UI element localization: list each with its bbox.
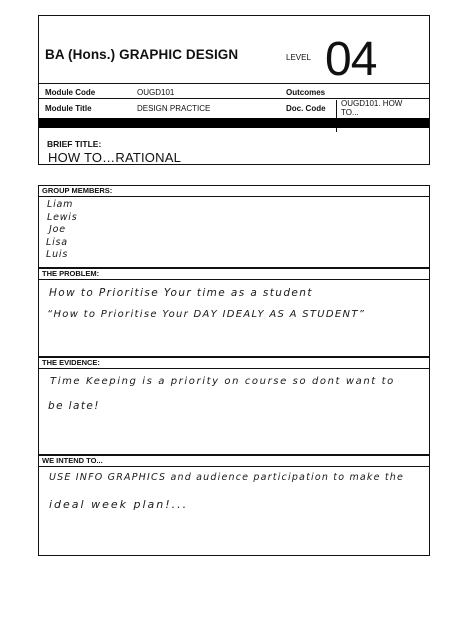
member-name: Lisa — [46, 237, 68, 248]
problem-section — [38, 268, 430, 357]
module-header — [38, 15, 430, 165]
evidence-label: THE EVIDENCE: — [39, 358, 429, 369]
evidence-line: be late! — [48, 400, 100, 412]
problem-label: THE PROBLEM: — [39, 269, 429, 280]
group-members-section — [38, 185, 430, 268]
black-bar — [39, 118, 429, 128]
brief-title-value: HOW TO…RATIONAL — [48, 150, 182, 165]
group-members-label: GROUP MEMBERS: — [39, 186, 429, 197]
brief-title-label: BRIEF TITLE: — [47, 139, 102, 149]
evidence-section — [38, 357, 430, 455]
member-name: Luis — [46, 249, 69, 260]
intend-section — [38, 455, 430, 556]
intend-label: WE INTEND TO... — [39, 456, 429, 467]
doc-code-label: Doc. Code — [286, 104, 326, 113]
divider — [39, 83, 429, 84]
intend-line: USE INFO GRAPHICS and audience participation to make the — [49, 472, 405, 483]
level-number: 04 — [325, 33, 377, 86]
intend-line: ideal week plan!... — [49, 498, 189, 511]
outcomes-label: Outcomes — [286, 88, 326, 97]
member-name: Joe — [49, 224, 66, 235]
module-title-label: Module Title — [45, 104, 92, 113]
doc-code-value-line1: OUGD101. HOW — [341, 99, 403, 108]
problem-line: “How to Prioritise Your DAY IDEALY AS A STUDENT” — [47, 309, 366, 320]
level-label: LEVEL — [286, 53, 311, 62]
module-title-value: DESIGN PRACTICE — [137, 104, 211, 113]
programme-title: BA (Hons.) GRAPHIC DESIGN — [45, 47, 239, 62]
module-code-value: OUGD101 — [137, 88, 175, 97]
problem-line: How to Prioritise Your time as a student — [49, 287, 313, 299]
module-code-label: Module Code — [45, 88, 96, 97]
member-name: Lewis — [47, 212, 78, 223]
member-name: Liam — [47, 199, 74, 210]
evidence-line: Time Keeping is a priority on course so dont want to — [50, 376, 395, 387]
doc-code-value-line2: TO... — [341, 108, 359, 117]
